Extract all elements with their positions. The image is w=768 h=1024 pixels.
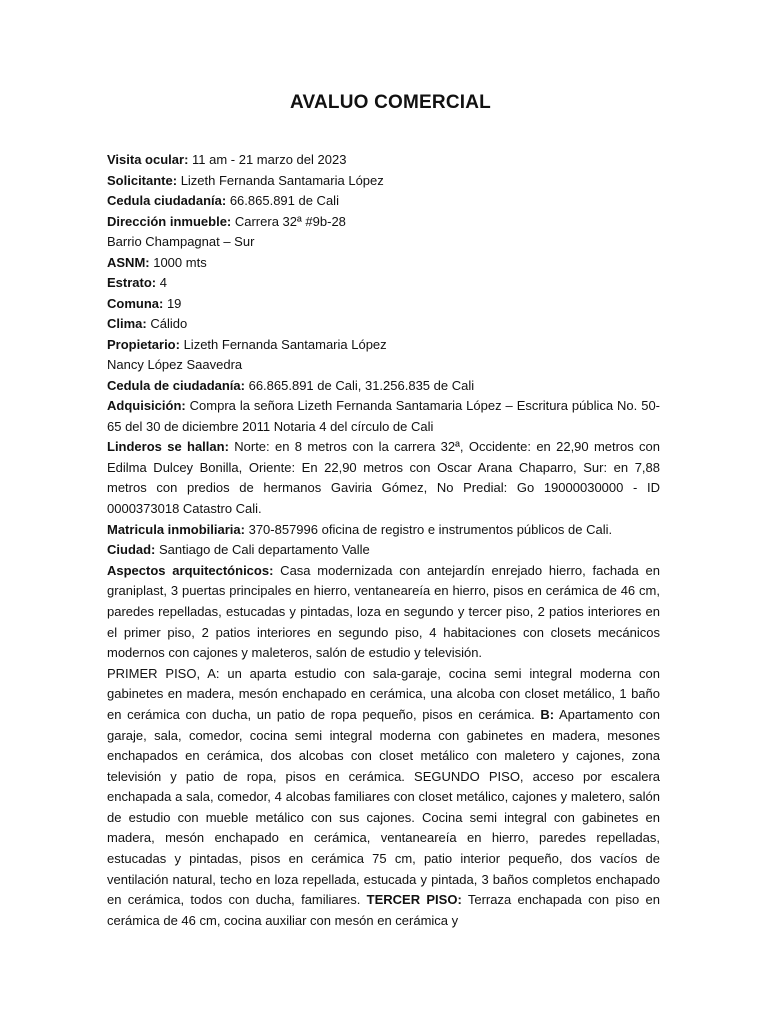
field-value: 11 am - 21 marzo del 2023 <box>188 152 347 167</box>
description-bold: TERCER PISO: <box>366 892 462 908</box>
field-value: 4 <box>156 275 167 290</box>
field-comuna <box>107 294 660 315</box>
field-value: Carrera 32ª #9b-28 <box>231 213 346 229</box>
field-adquisicion <box>107 396 660 437</box>
field-value: Compra la señora Lizeth Fernanda Santamaria López – Escritura pública No. 50-65 del 30 de diciembre 2011 Notaria 4 del círculo de Cali <box>107 398 660 434</box>
field-label: Propietario: <box>107 336 180 352</box>
field-label: Dirección inmueble: <box>107 213 232 229</box>
field-label: Solicitante: <box>107 172 178 188</box>
field-label: Cedula ciudadanía: <box>107 193 227 208</box>
field-label: Visita ocular: <box>107 152 189 167</box>
field-label: Comuna: <box>107 295 164 311</box>
field-value: Lizeth Fernanda Santamaria López <box>177 172 384 188</box>
field-clima <box>107 314 660 335</box>
field-estrato <box>107 273 660 294</box>
field-linderos <box>107 437 660 519</box>
field-label: Linderos se hallan: <box>107 439 229 455</box>
description-paragraph <box>107 664 660 932</box>
field-value: 66.865.891 de Cali, 31.256.835 de Cali <box>244 377 475 393</box>
field-label: Clima: <box>107 316 147 331</box>
field-value: 1000 mts <box>149 254 207 270</box>
field-label: Cedula de ciudadanía: <box>107 377 245 393</box>
field-label: Aspectos arquitectónicos: <box>107 562 274 578</box>
field-value: 66.865.891 de Cali <box>226 193 339 208</box>
field-label: Adquisición: <box>107 398 186 413</box>
field-solicitante <box>107 171 660 192</box>
field-label: Estrato: <box>107 275 157 290</box>
field-matricula <box>107 520 660 541</box>
description-bold: B: <box>540 706 555 722</box>
field-value: Cálido <box>146 316 188 331</box>
field-value: Norte: en 8 metros con la carrera 32ª, Occidente: en 22,90 metros con Edilma Dulcey Bonilla, Oriente: En 22,90 metros con Oscar Arana Chaparro, Sur: en 7,88 metros con predios de hermanos Gaviria Gómez, No Predial: Go 19000030000 - ID 0000373018 Catastro Cali. <box>107 439 660 516</box>
field-cedula <box>107 191 660 212</box>
description-text: Terraza enchapada con piso en cerámica de 46 cm, cocina auxiliar con mesón en cerámica y <box>107 892 660 928</box>
field-value: 370-857996 oficina de registro e instrumentos públicos de Cali. <box>244 521 613 537</box>
description-text: Apartamento con garaje, sala, comedor, cocina semi integral moderna con gabinetes en madera, mesones enchapados en cerámica, dos alcobas con closet metálico con maletero y cajones, zona televisión y patio de ropa, pisos en cerámica. SEGUNDO PISO, acceso por escalera enchapada a sala, comedor, 4 alcobas familiares con closet metálico, cajones y maletero, salón de estudio con mueble metálico con sus cajones. Cocina semi integral con gabinetes en madera, mesón enchapado en cerámica, ventaneareía en hierro, paredes repelladas, estucadas y pintadas, pisos en cerámica 75 cm, patio interior pequeño, dos vacíos de ventilación natural, techo en loza repellada, estucada y pintada, 3 baños completos enchapado en cerámica, todos con ducha, familiares. <box>107 706 660 908</box>
field-direccion <box>107 212 660 233</box>
field-label: ASNM: <box>107 254 150 270</box>
field-value: Santiago de Cali departamento Valle <box>155 542 370 558</box>
field-visita <box>107 150 660 171</box>
field-cedula2 <box>107 376 660 397</box>
field-label: Matricula inmobiliaria: <box>107 521 245 537</box>
description-text: PRIMER PISO, A: un aparta estudio con sala-garaje, cocina semi integral moderna con gabinetes en madera, mesón enchapado en cerámica, una alcoba con closet metálico, 1 baño en cerámica con ducha, un patio de ropa pequeño, pisos en cerámica. <box>107 665 660 722</box>
field-propietario2: Nancy López Saavedra <box>107 357 243 372</box>
field-propietario <box>107 335 660 356</box>
document-title: AVALUO COMERCIAL <box>290 92 491 113</box>
field-value: Lizeth Fernanda Santamaria López <box>179 336 387 352</box>
field-label: Ciudad: <box>107 542 156 558</box>
field-aspectos <box>107 561 660 664</box>
field-barrio: Barrio Champagnat – Sur <box>107 234 255 249</box>
field-value: Casa modernizada con antejardín enrejado hierro, fachada en graniplast, 3 puertas principales en hierro, ventaneareía en hierro, pisos en cerámica de 46 cm, paredes repelladas, estucadas y pintadas, loza en segundo y tercer piso, 2 patios interiores en el primer piso, 2 patios interiores en segundo piso, 4 habitaciones con closets mecánicos modernos con cajones y maleteros, salón de estudio y televisión. <box>107 562 660 661</box>
field-asnm <box>107 253 660 274</box>
field-value: 19 <box>163 295 182 311</box>
field-ciudad <box>107 540 660 561</box>
